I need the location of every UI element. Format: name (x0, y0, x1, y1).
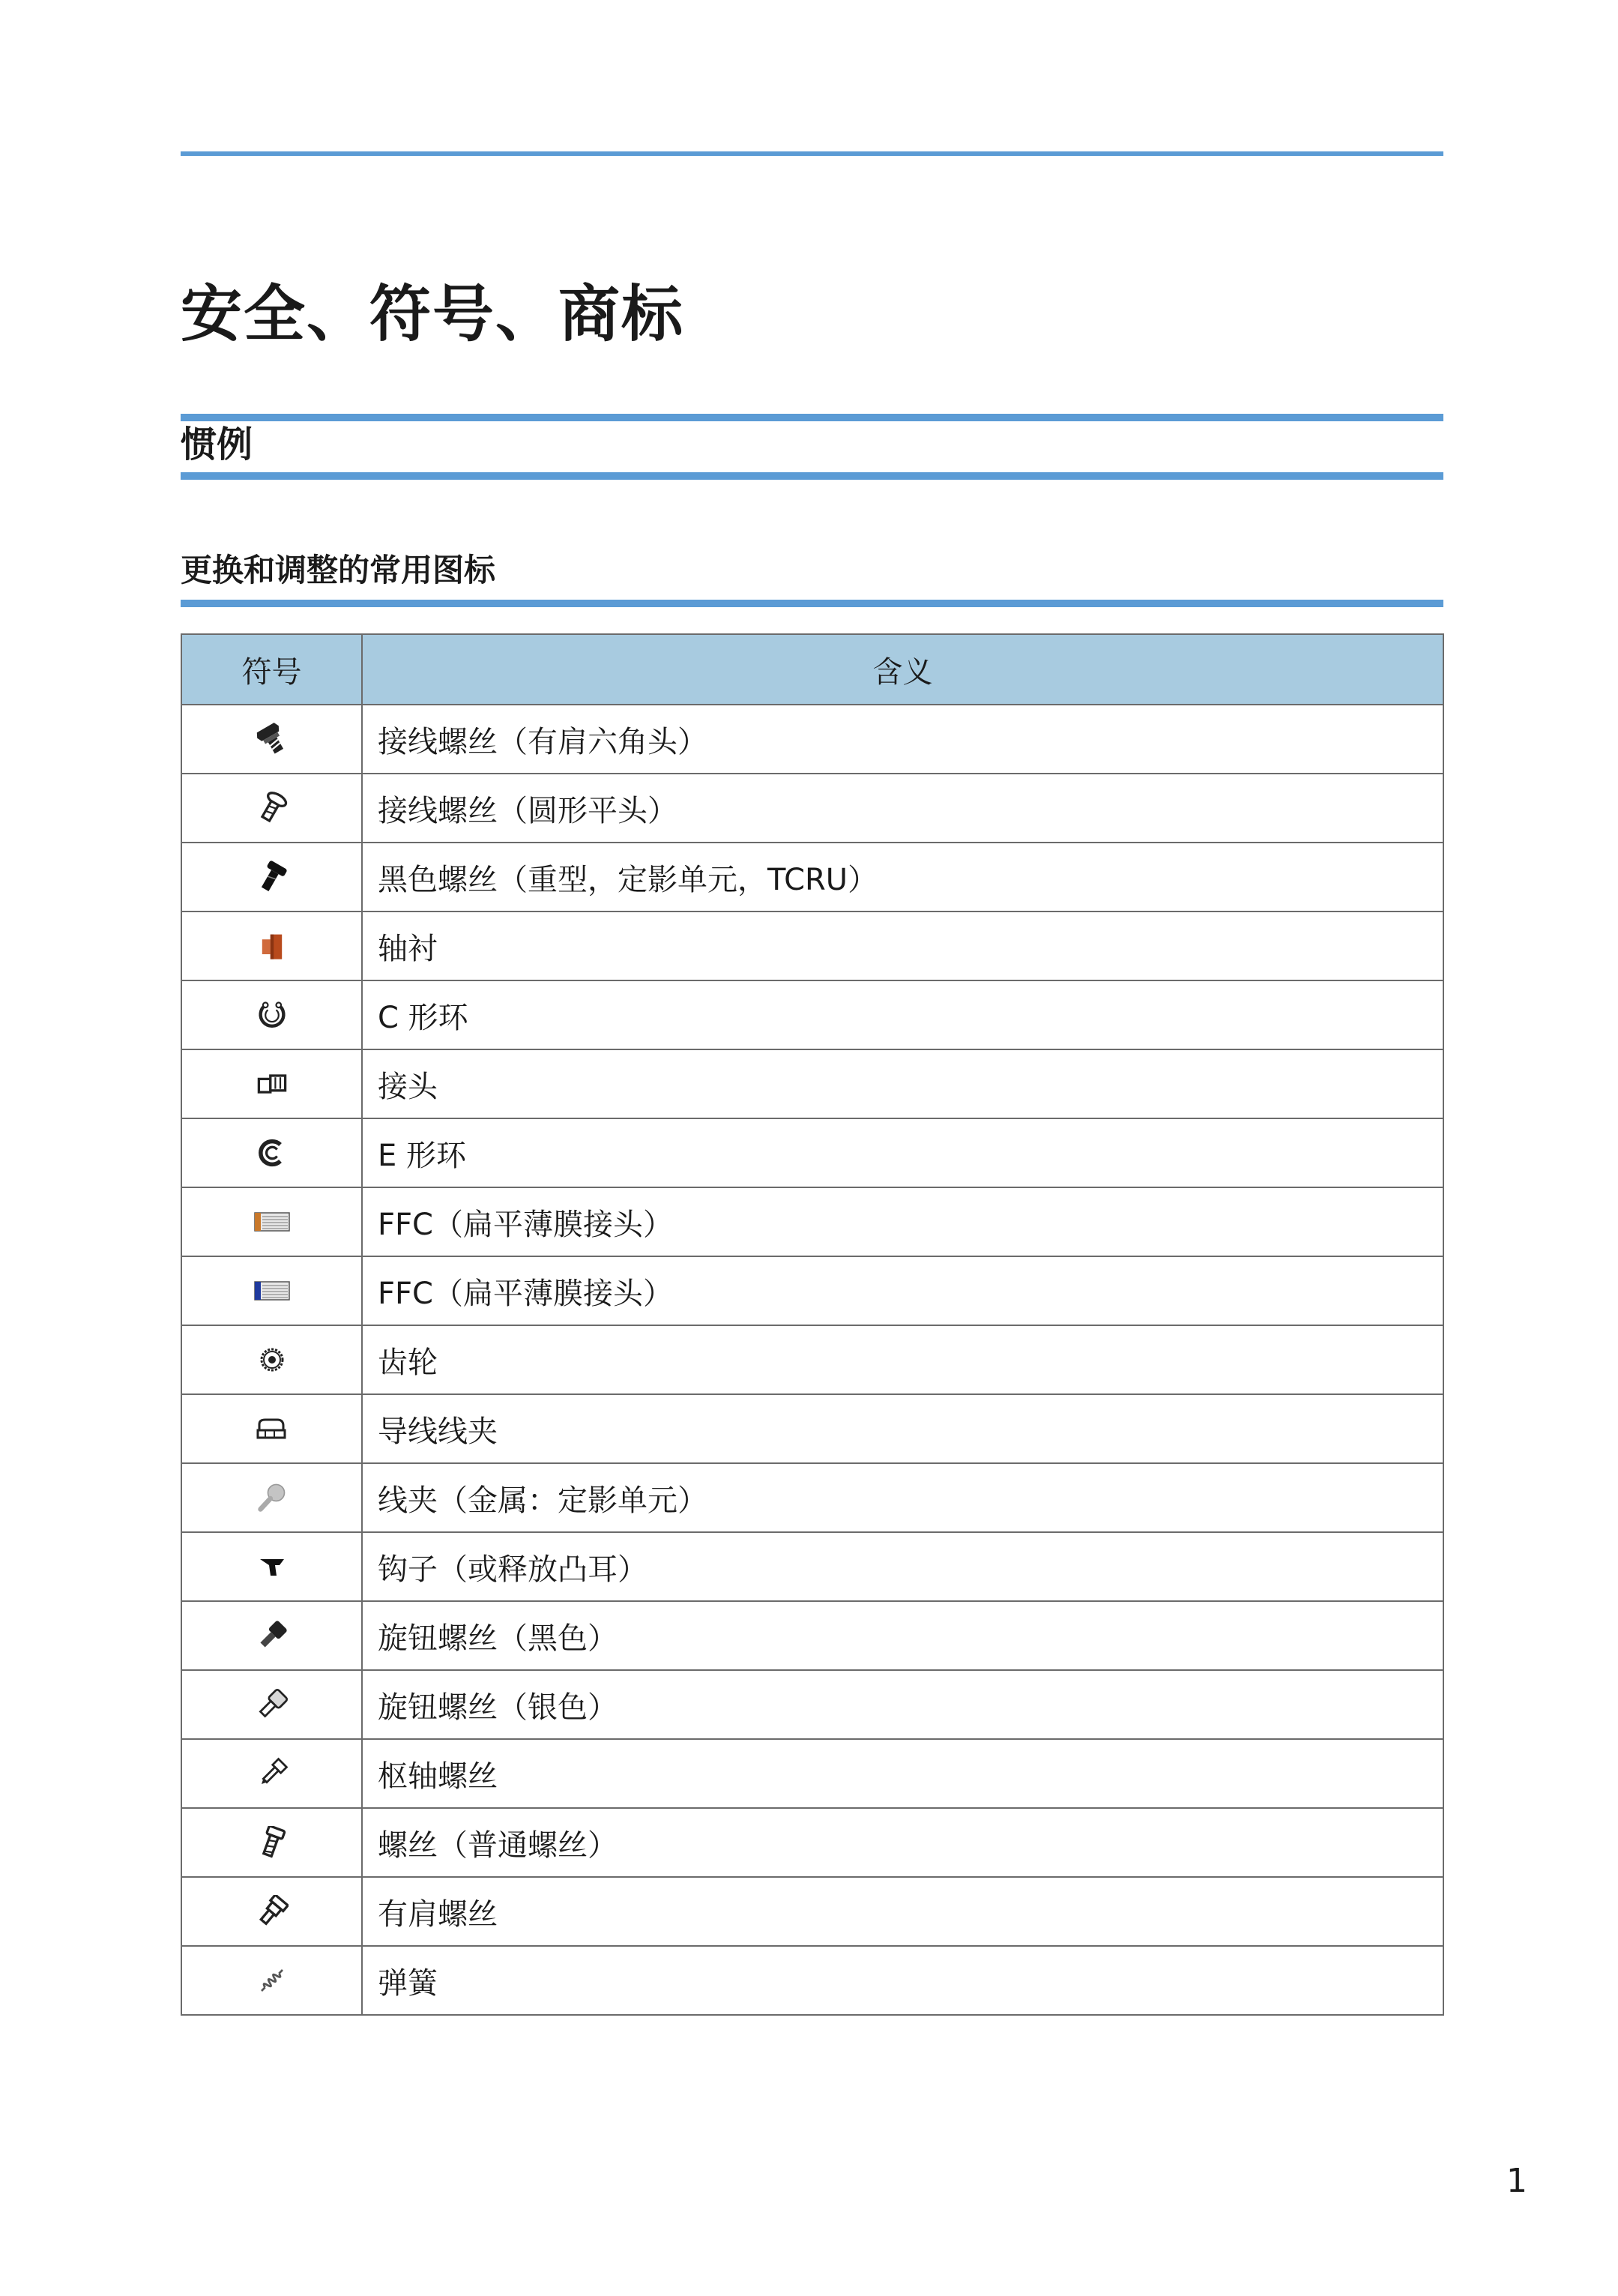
meaning-cell: 枢轴螺丝 (362, 1739, 1443, 1808)
table-row (181, 774, 1443, 843)
section-rule-top (181, 414, 1443, 421)
table-row (181, 1049, 1443, 1118)
symbol-cell (181, 1049, 362, 1118)
table-row (181, 1118, 1443, 1187)
icon-legend-table (181, 633, 1444, 2016)
harness-clamp-icon (255, 1414, 289, 1444)
meaning-cell: 轴衬 (362, 912, 1443, 980)
bushing-icon (256, 929, 289, 962)
c-ring-icon (256, 998, 289, 1031)
symbol-cell (181, 1187, 362, 1256)
meaning-cell: 钩子（或释放凸耳） (362, 1532, 1443, 1601)
top-rule (181, 151, 1443, 156)
meaning-cell: 螺丝（普通螺丝） (362, 1808, 1443, 1877)
table-row (181, 1187, 1443, 1256)
meaning-cell: FFC（扁平薄膜接头） (362, 1187, 1443, 1256)
symbol-cell (181, 1463, 362, 1532)
symbol-cell (181, 980, 362, 1049)
table-row (181, 1946, 1443, 2015)
table-row (181, 1670, 1443, 1739)
symbol-cell (181, 705, 362, 774)
connector-icon (256, 1067, 289, 1100)
table-row (181, 705, 1443, 774)
symbol-cell (181, 1601, 362, 1670)
table-row (181, 912, 1443, 980)
ffc-orange-icon (253, 1208, 291, 1235)
meaning-cell: E 形环 (362, 1118, 1443, 1187)
meaning-cell: 黑色螺丝（重型，定影单元，TCRU） (362, 843, 1443, 912)
pivot-screw-icon (256, 1757, 289, 1790)
table-row (181, 980, 1443, 1049)
shoulder-screw-icon (256, 1895, 289, 1928)
black-screw-icon (256, 861, 289, 894)
table-row (181, 1739, 1443, 1808)
table-row (181, 1601, 1443, 1670)
knob-screw-black-icon (256, 1619, 289, 1652)
header-meaning: 含义 (362, 634, 1443, 705)
meaning-cell: 线夹（金属：定影单元） (362, 1463, 1443, 1532)
table-row (181, 1532, 1443, 1601)
page-number: 1 (1506, 2162, 1527, 2200)
table-row (181, 1463, 1443, 1532)
symbol-cell (181, 1808, 362, 1877)
meaning-cell: 导线线夹 (362, 1394, 1443, 1463)
table-row (181, 843, 1443, 912)
symbol-cell (181, 1325, 362, 1394)
symbol-cell (181, 1670, 362, 1739)
section-rule-bottom (181, 472, 1443, 480)
metal-clamp-icon (256, 1481, 289, 1514)
table-row (181, 1256, 1443, 1325)
table-row (181, 1394, 1443, 1463)
header-symbol: 符号 (181, 634, 362, 705)
meaning-cell: FFC（扁平薄膜接头） (362, 1256, 1443, 1325)
symbol-cell (181, 1118, 362, 1187)
symbol-cell (181, 1739, 362, 1808)
knob-screw-silver-icon (256, 1688, 289, 1721)
meaning-cell: 旋钮螺丝（黑色） (362, 1601, 1443, 1670)
meaning-cell: 弹簧 (362, 1946, 1443, 2015)
symbol-cell (181, 1877, 362, 1946)
round-flat-screw-icon (256, 792, 289, 825)
symbol-cell (181, 1256, 362, 1325)
page-title: 安全、符号、商标 (181, 279, 685, 350)
hook-icon (257, 1552, 287, 1582)
screw-icon (256, 1826, 289, 1859)
table-row (181, 1325, 1443, 1394)
symbol-cell (181, 912, 362, 980)
meaning-cell: C 形环 (362, 980, 1443, 1049)
meaning-cell: 有肩螺丝 (362, 1877, 1443, 1946)
symbol-cell (181, 1394, 362, 1463)
gear-icon (257, 1345, 287, 1375)
table-row (181, 1808, 1443, 1877)
meaning-cell: 旋钮螺丝（银色） (362, 1670, 1443, 1739)
symbol-cell (181, 1532, 362, 1601)
symbol-cell (181, 774, 362, 843)
meaning-cell: 齿轮 (362, 1325, 1443, 1394)
meaning-cell: 接线螺丝（圆形平头） (362, 774, 1443, 843)
table-header-row (181, 634, 1443, 705)
shoulder-hex-screw-icon (256, 723, 289, 756)
subsection-title: 更换和调整的常用图标 (181, 552, 496, 588)
spring-icon (256, 1964, 289, 1997)
section-title: 惯例 (181, 424, 253, 465)
meaning-cell: 接头 (362, 1049, 1443, 1118)
symbol-cell (181, 1946, 362, 2015)
e-ring-icon (256, 1136, 289, 1169)
subsection-rule (181, 600, 1443, 607)
symbol-cell (181, 843, 362, 912)
meaning-cell: 接线螺丝（有肩六角头） (362, 705, 1443, 774)
ffc-blue-icon (253, 1277, 291, 1304)
table-row (181, 1877, 1443, 1946)
